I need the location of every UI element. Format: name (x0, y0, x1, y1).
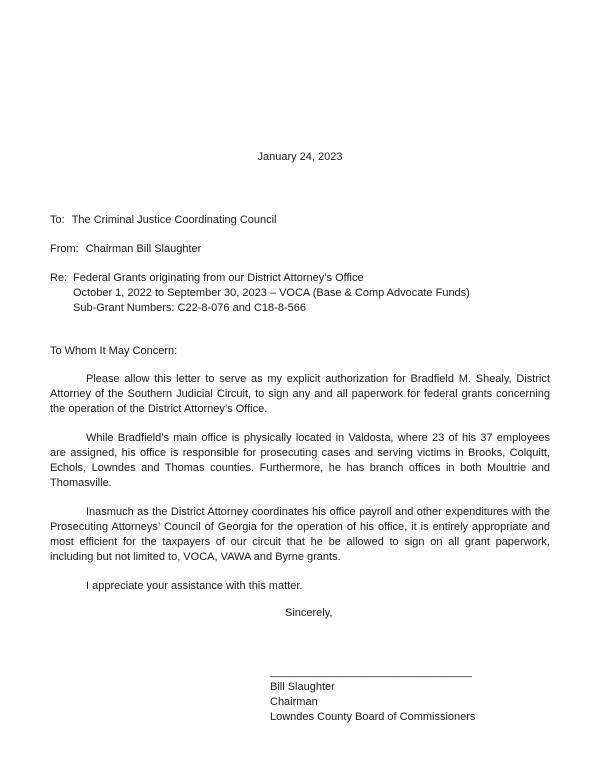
signature-org: Lowndes County Board of Commissioners (270, 711, 476, 723)
to-label: To: (50, 214, 65, 226)
re-label: Re: (50, 272, 68, 284)
salutation: To Whom It May Concern: (50, 345, 178, 357)
re-subject-line: Federal Grants originating from our District Attorney’s Office (73, 272, 364, 284)
closing-signoff: Sincerely, (285, 607, 333, 619)
signature-title: Chairman (270, 696, 318, 708)
re-content (73, 271, 470, 316)
from-line (50, 242, 550, 257)
re-block (50, 271, 550, 316)
body-paragraph-4: I appreciate your assistance with this matter. (86, 580, 303, 592)
to-value: The Criminal Justice Coordinating Council (71, 214, 277, 226)
from-label: From: (50, 243, 79, 255)
from-value: Chairman Bill Slaughter (85, 243, 202, 255)
to-line (50, 213, 550, 228)
letter-date: January 24, 2023 (257, 151, 343, 163)
signature-name: Bill Slaughter (270, 681, 335, 693)
signature-rule: _________________________________ (270, 666, 472, 678)
body-paragraph-3: Inasmuch as the District Attorney coordinates his office payroll and other expenditures with the Prosecuting Attorneys’ Council of Georgia for the operation of his office, it is entirely appropriate and most efficient for the taxpayers of our circuit that he be allowed to sign on all grant paperwork, including but not limited to, VOCA, VAWA and Byrne grants. (50, 506, 550, 563)
body-paragraph-2: While Bradfield’s main office is physically located in Valdosta, where 23 of his 37 employees are assigned, his office is responsible for prosecuting cases and serving victims in Brooks, Colquitt, Echols, Lowndes and Thomas counties. Furthermore, he has branch offices in both Moultrie and Thomasville. (50, 432, 550, 489)
body-paragraph-1: Please allow this letter to serve as my explicit authorization for Bradfield M. Shealy, District Attorney of the Southern Judicial Circuit, to sign any and all paperwork for federal grants concerning the operation of the District Attorney’s Office. (50, 373, 550, 415)
re-period-line: October 1, 2022 to September 30, 2023 – VOCA (Base & Comp Advocate Funds) (73, 287, 470, 299)
signature-block (270, 665, 550, 725)
re-grant-numbers-line: Sub-Grant Numbers: C22-8-076 and C18-8-566 (73, 302, 306, 314)
